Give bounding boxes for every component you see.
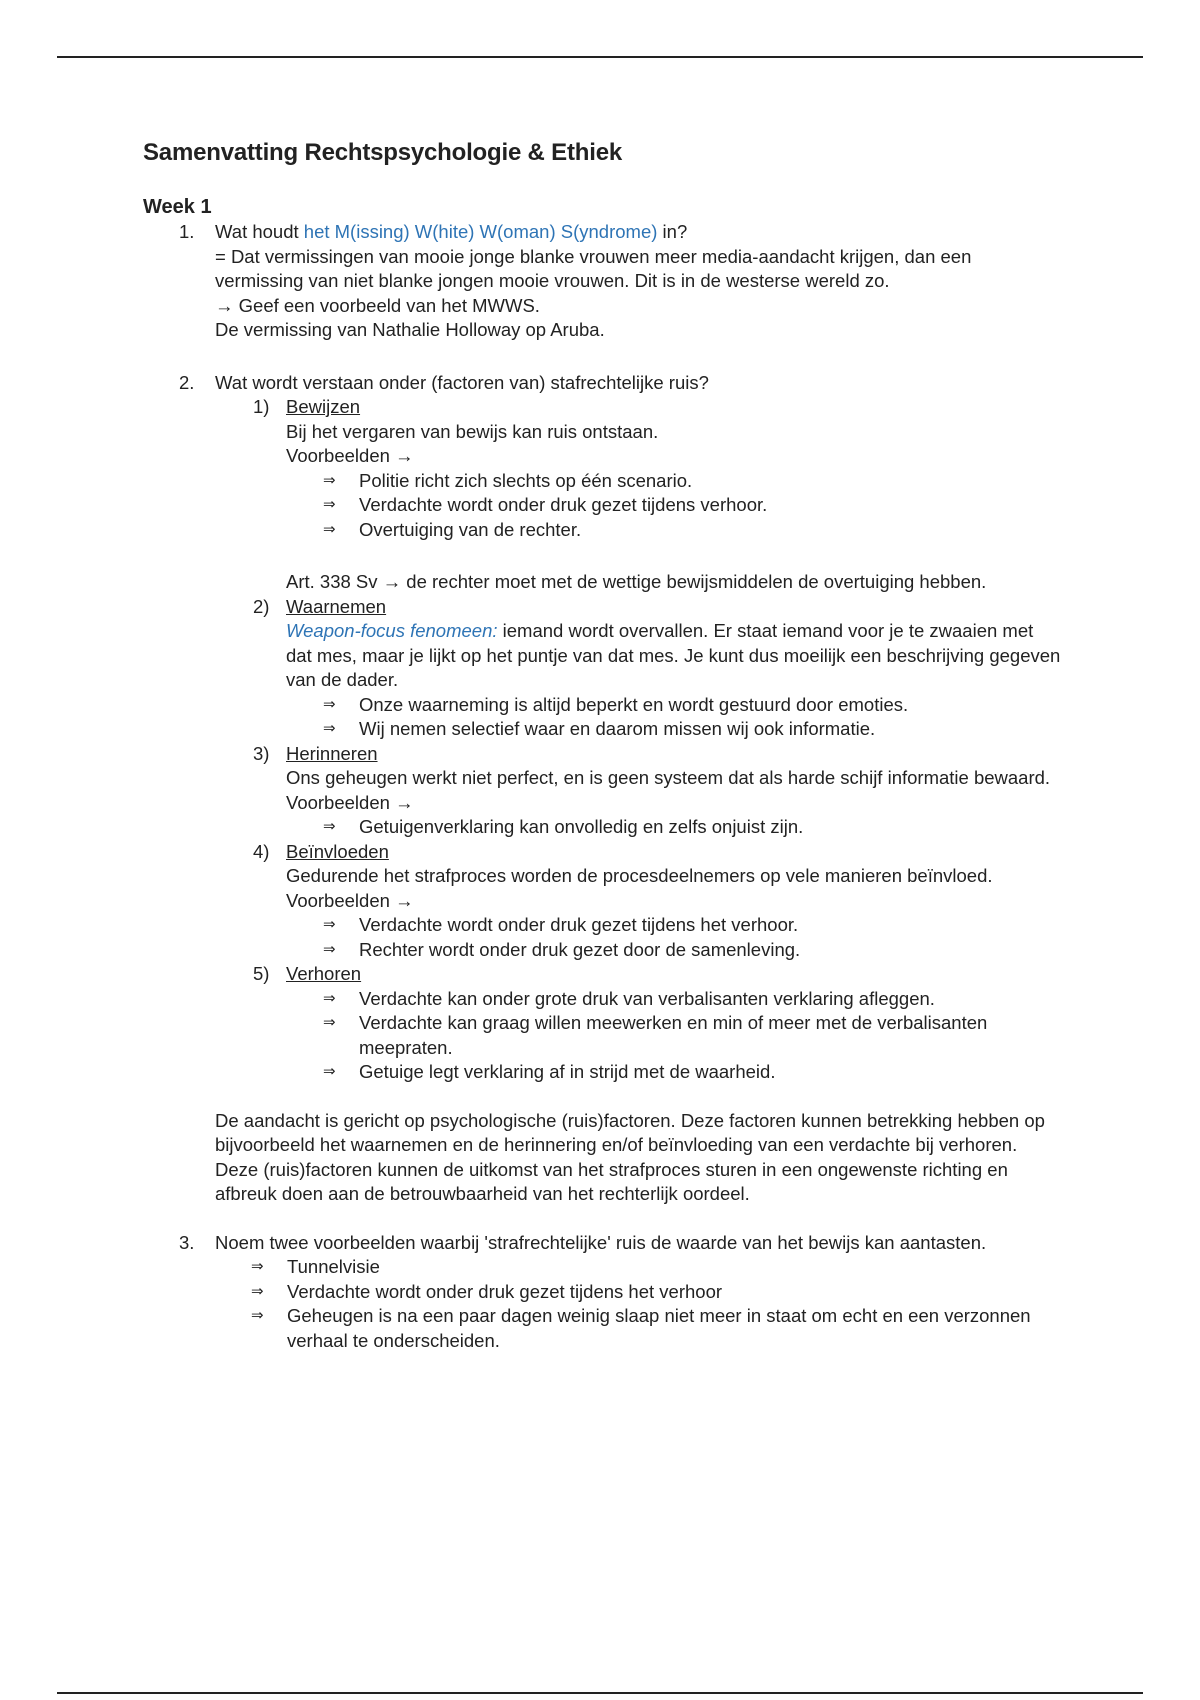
conclusion-paragraph: De aandacht is gericht op psychologische (ruis)factoren. Deze factoren kunnen betrekking hebben op bijvoorbeeld het waarnemen en de herinnering en/of beïnvloeding van een verdachte bij verhoren. Deze (ruis)factoren kunnen de uitkomst van het strafproces sturen in een ongewenste richting en afbreuk doen aan de betrouwbaarheid van het rechterlijk oordeel. (215, 1109, 1045, 1204)
section-heading: Waarnemen (286, 595, 387, 617)
bottom-rule (57, 1692, 1143, 1694)
question-number: 3. (179, 1231, 195, 1253)
list-item: ⇒ Verdachte wordt onder druk gezet tijdens het verhoor. (143, 913, 1063, 938)
section-text: Weapon-focus fenomeen: iemand wordt overvallen. Er staat iemand voor je te zwaaien met dat mes, maar je lijkt op het puntje van dat mes. Je kunt dus moeilijk een beschrijving gegeven van de dader. (286, 620, 1061, 690)
section-verhoren (143, 962, 1063, 987)
example-text: De vermissing van Nathalie Holloway op Aruba. (215, 319, 605, 340)
list-item: ⇒ Getuigenverklaring kan onvolledig en zelfs onjuist zijn. (143, 815, 1063, 840)
list-item: ⇒ Rechter wordt onder druk gezet door de samenleving. (143, 938, 1063, 963)
section-heading: Beïnvloeden (286, 840, 389, 862)
sub-question: → Geef een voorbeeld van het MWWS. (215, 294, 540, 316)
bullet-list (143, 913, 1063, 962)
weapon-focus-term: Weapon-focus fenomeen: (286, 620, 498, 641)
section-heading: Bewijzen (286, 396, 361, 417)
question-text: Wat houdt het M(issing) W(hite) W(oman) S(yndrome) in? (215, 221, 688, 242)
double-arrow-icon: ⇒ (323, 989, 336, 1007)
question-3 (143, 1231, 1063, 1256)
list-item: ⇒ Politie richt zich slechts op één scenario. (143, 469, 1063, 494)
week-heading: Week 1 (143, 196, 212, 218)
list-item: ⇒ Overtuiging van de rechter. (143, 518, 1063, 543)
document-body (143, 138, 1063, 1353)
list-item: ⇒ Verdachte wordt onder druk gezet tijdens het verhoor (143, 1280, 1063, 1305)
list-item: ⇒ Verdachte kan onder grote druk van verbalisanten verklaring afleggen. (143, 987, 1063, 1012)
bullet-list (143, 469, 1063, 543)
section-text: Bij het vergaren van bewijs kan ruis ontstaan. (286, 420, 659, 442)
voorbeelden-label: Voorbeelden → (286, 889, 414, 911)
question-2 (143, 371, 1063, 396)
section-heading: Herinneren (286, 742, 378, 764)
question-number: 2. (179, 371, 195, 393)
question-text: Noem twee voorbeelden waarbij 'strafrechtelijke' ruis de waarde van het bewijs kan aantasten. (215, 1231, 987, 1253)
answer-text: = Dat vermissingen van mooie jonge blanke vrouwen meer media-aandacht krijgen, dan een vermissing van niet blanke jongen mooie vrouwen. Dit is in de westerse wereld zo. (215, 245, 972, 291)
bullet-list (143, 815, 1063, 840)
section-heading: Verhoren (286, 963, 362, 984)
section-text: Gedurende het strafproces worden de procesdeelnemers op vele manieren beïnvloed. (286, 865, 993, 886)
double-arrow-icon: ⇒ (323, 916, 336, 933)
double-arrow-icon: ⇒ (251, 1307, 264, 1324)
list-item: ⇒ Onze waarneming is altijd beperkt en wordt gestuurd door emoties. (143, 693, 1063, 718)
double-arrow-icon: ⇒ (251, 1282, 264, 1300)
section-number: 1) (253, 396, 270, 417)
double-arrow-icon: ⇒ (323, 496, 336, 513)
list-item: ⇒ Tunnelvisie (143, 1255, 1063, 1280)
list-item: ⇒ Wij nemen selectief waar en daarom missen wij ook informatie. (143, 717, 1063, 742)
voorbeelden-label: Voorbeelden → (286, 445, 414, 466)
double-arrow-icon: ⇒ (323, 940, 336, 958)
question-text: Wat wordt verstaan onder (factoren van) stafrechtelijke ruis? (215, 371, 709, 393)
section-number: 5) (253, 963, 270, 984)
bullet-list (143, 987, 1063, 1085)
top-rule (57, 56, 1143, 58)
double-arrow-icon: ⇒ (323, 471, 336, 489)
list-item: ⇒ Geheugen is na een paar dagen weinig slaap niet meer in staat om echt en een verzonnen verhaal te onderscheiden. (251, 1305, 1031, 1351)
list-item: ⇒ Getuige legt verklaring af in strijd met de waarheid. (143, 1060, 1063, 1085)
document-title: Samenvatting Rechtspsychologie & Ethiek (143, 139, 622, 166)
section-number: 2) (253, 595, 270, 617)
list-item: ⇒ Verdachte wordt onder druk gezet tijdens verhoor. (143, 493, 1063, 518)
section-beinvloeden (143, 840, 1063, 914)
bullet-list (143, 693, 1063, 742)
double-arrow-icon: ⇒ (323, 1063, 336, 1080)
section-number: 4) (253, 840, 270, 862)
section-text: Ons geheugen werkt niet perfect, en is geen systeem dat als harde schijf informatie bewaard. Voorbeelden → (286, 767, 1051, 813)
question-number: 1. (179, 221, 195, 242)
double-arrow-icon: ⇒ (251, 1258, 264, 1275)
double-arrow-icon: ⇒ (323, 720, 336, 737)
section-bewijzen (143, 395, 1063, 469)
double-arrow-icon: ⇒ (323, 695, 336, 713)
article-note: Art. 338 Sv → de rechter moet met de wettige bewijsmiddelen de overtuiging hebben. (286, 571, 987, 592)
mwws-term: het M(issing) W(hite) W(oman) S(yndrome) (303, 221, 658, 242)
double-arrow-icon: ⇒ (323, 520, 336, 538)
double-arrow-icon: ⇒ (323, 1014, 336, 1031)
list-item: ⇒ Verdachte kan graag willen meewerken en min of meer met de verbalisanten meepraten. (323, 1012, 988, 1058)
double-arrow-icon: ⇒ (323, 818, 336, 835)
question-1 (143, 220, 1063, 343)
bullet-list (143, 1255, 1063, 1353)
section-herinneren (143, 742, 1063, 816)
section-number: 3) (253, 742, 270, 764)
section-waarnemen (143, 595, 1063, 693)
